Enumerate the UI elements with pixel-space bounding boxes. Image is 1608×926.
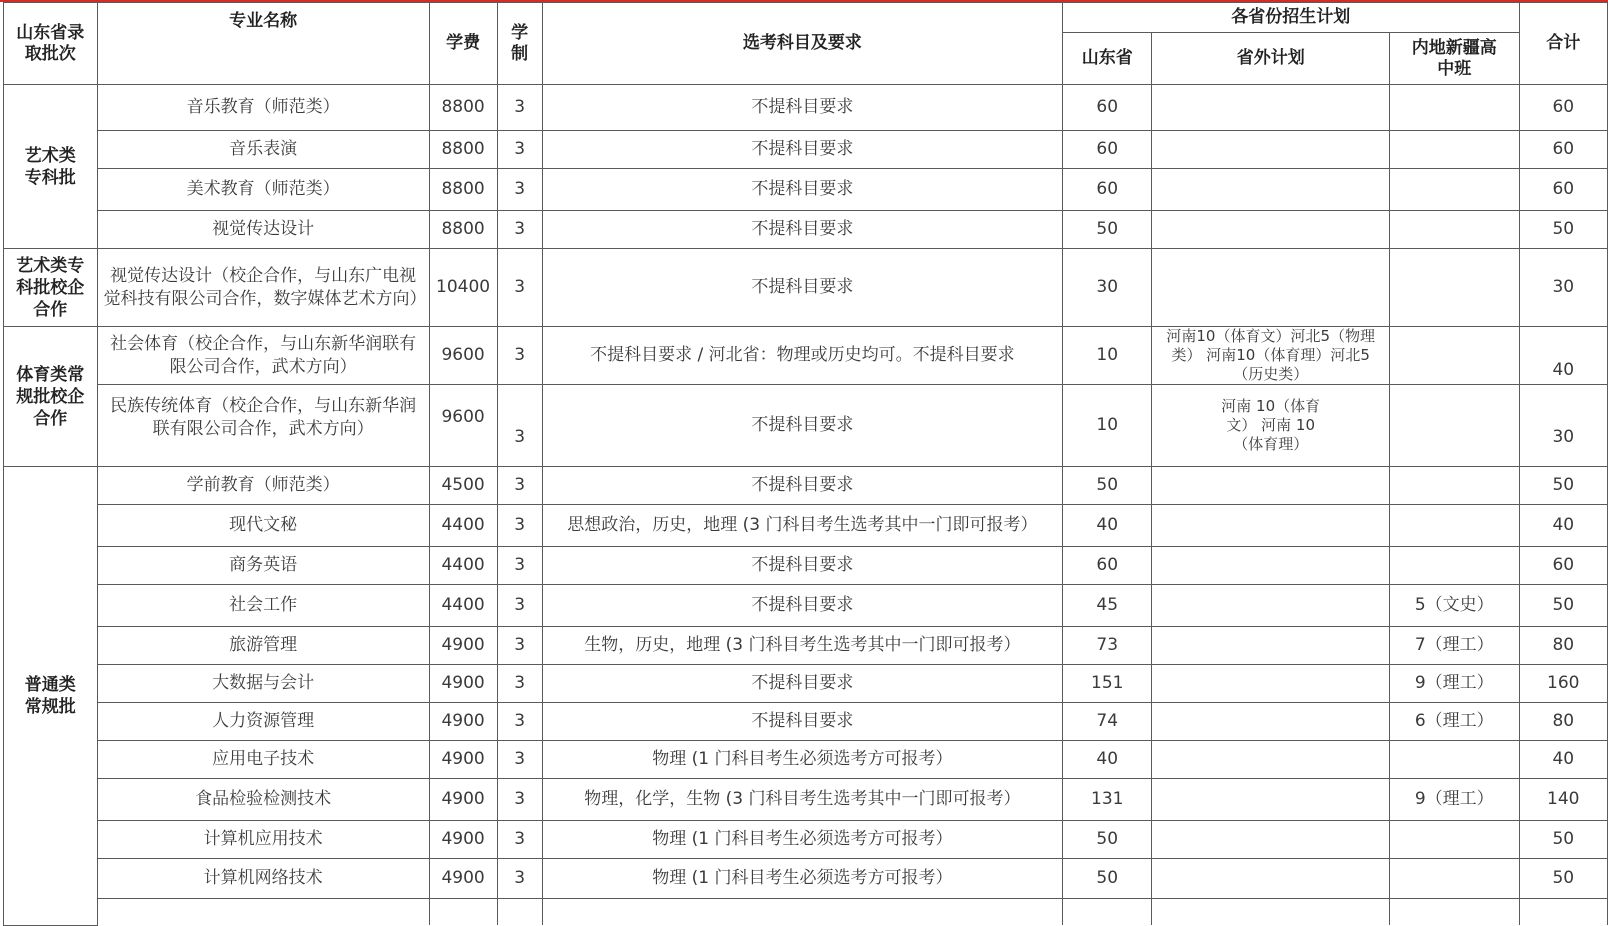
total-cell: 50 bbox=[1519, 585, 1607, 627]
xinjiang-cell bbox=[1389, 85, 1519, 131]
shandong-cell: 60 bbox=[1063, 547, 1152, 585]
years-cell: 3 bbox=[497, 859, 542, 899]
xinjiang-cell: 7（理工） bbox=[1389, 627, 1519, 665]
major-cell: 计算机网络技术 bbox=[97, 859, 429, 899]
total-cell: 50 bbox=[1519, 859, 1607, 899]
major-cell: 计算机应用技术 bbox=[97, 821, 429, 859]
fee-cell: 4900 bbox=[429, 859, 497, 899]
requirement-cell: 不提科目要求 bbox=[542, 211, 1062, 249]
table-row bbox=[4, 585, 1608, 627]
outside-cell bbox=[1152, 211, 1390, 249]
table-row bbox=[4, 131, 1608, 169]
major-cell: 学前教育（师范类） bbox=[97, 467, 429, 505]
major-cell: 现代文秘 bbox=[97, 505, 429, 547]
table-row bbox=[4, 85, 1608, 131]
major-cell: 音乐表演 bbox=[97, 131, 429, 169]
shandong-cell: 10 bbox=[1063, 385, 1152, 467]
requirement-cell: 不提科目要求 / 河北省：物理或历史均可。不提科目要求 bbox=[542, 327, 1062, 385]
table-row bbox=[4, 249, 1608, 327]
outside-cell bbox=[1152, 131, 1390, 169]
xinjiang-cell: 6（理工） bbox=[1389, 703, 1519, 741]
table-row bbox=[4, 821, 1608, 859]
requirement-cell: 生物，历史，地理 (3 门科目考生选考其中一门即可报考） bbox=[542, 627, 1062, 665]
total-cell: 40 bbox=[1519, 327, 1607, 385]
header-xinjiang: 内地新疆高中班 bbox=[1389, 33, 1519, 85]
table-row bbox=[4, 505, 1608, 547]
total-cell: 80 bbox=[1519, 703, 1607, 741]
fee-cell: 8800 bbox=[429, 131, 497, 169]
years-cell: 3 bbox=[497, 627, 542, 665]
shandong-cell: 151 bbox=[1063, 665, 1152, 703]
batch-art-coop: 艺术类专科批校企合作 bbox=[4, 249, 98, 327]
fee-cell: 4900 bbox=[429, 741, 497, 779]
shandong-cell: 60 bbox=[1063, 131, 1152, 169]
fee-cell: 4900 bbox=[429, 703, 497, 741]
major-cell: 商务英语 bbox=[97, 547, 429, 585]
outside-cell bbox=[1152, 821, 1390, 859]
shandong-cell: 10 bbox=[1063, 327, 1152, 385]
xinjiang-cell bbox=[1389, 169, 1519, 211]
shandong-cell: 50 bbox=[1063, 859, 1152, 899]
major-cell: 视觉传达设计 bbox=[97, 211, 429, 249]
major-cell: 大数据与会计 bbox=[97, 665, 429, 703]
major-cell: 民族传统体育（校企合作，与山东新华润联有限公司合作，武术方向） bbox=[97, 385, 429, 467]
table-row bbox=[4, 703, 1608, 741]
years-cell: 3 bbox=[497, 741, 542, 779]
years-cell: 3 bbox=[497, 169, 542, 211]
outside-cell bbox=[1152, 703, 1390, 741]
years-cell: 3 bbox=[497, 505, 542, 547]
table-row bbox=[4, 665, 1608, 703]
xinjiang-cell bbox=[1389, 327, 1519, 385]
header-shandong: 山东省 bbox=[1063, 33, 1152, 85]
total-cell: 30 bbox=[1519, 385, 1607, 467]
years-cell: 3 bbox=[497, 585, 542, 627]
table-row bbox=[4, 467, 1608, 505]
fee-cell: 4500 bbox=[429, 467, 497, 505]
total-cell: 60 bbox=[1519, 169, 1607, 211]
requirement-cell: 不提科目要求 bbox=[542, 85, 1062, 131]
xinjiang-cell bbox=[1389, 385, 1519, 467]
shandong-cell: 50 bbox=[1063, 467, 1152, 505]
fee-cell: 4400 bbox=[429, 547, 497, 585]
header-outside: 省外计划 bbox=[1152, 33, 1390, 85]
xinjiang-cell: 5（文史） bbox=[1389, 585, 1519, 627]
major-cell: 美术教育（师范类） bbox=[97, 169, 429, 211]
xinjiang-cell bbox=[1389, 859, 1519, 899]
outside-cell bbox=[1152, 467, 1390, 505]
total-cell: 50 bbox=[1519, 821, 1607, 859]
fee-cell: 4900 bbox=[429, 779, 497, 821]
outside-cell bbox=[1152, 585, 1390, 627]
xinjiang-cell bbox=[1389, 467, 1519, 505]
major-cell: 音乐教育（师范类） bbox=[97, 85, 429, 131]
batch-general: 普通类常规批 bbox=[4, 467, 98, 926]
outside-cell bbox=[1152, 741, 1390, 779]
total-cell: 80 bbox=[1519, 627, 1607, 665]
batch-sports: 体育类常规批校企合作 bbox=[4, 327, 98, 467]
shandong-cell: 30 bbox=[1063, 249, 1152, 327]
years-cell: 3 bbox=[497, 385, 542, 467]
table-row bbox=[4, 741, 1608, 779]
requirement-cell: 物理，化学，生物 (3 门科目考生选考其中一门即可报考） bbox=[542, 779, 1062, 821]
table-row bbox=[4, 627, 1608, 665]
major-cell: 视觉传达设计（校企合作，与山东广电视觉科技有限公司合作，数字媒体艺术方向） bbox=[97, 249, 429, 327]
header-plan-group: 各省份招生计划 bbox=[1063, 3, 1520, 33]
major-cell: 社会工作 bbox=[97, 585, 429, 627]
years-cell: 3 bbox=[497, 249, 542, 327]
header-subjects: 选考科目及要求 bbox=[542, 3, 1062, 85]
total-cell: 60 bbox=[1519, 547, 1607, 585]
xinjiang-cell bbox=[1389, 505, 1519, 547]
shandong-cell: 60 bbox=[1063, 85, 1152, 131]
total-cell: 60 bbox=[1519, 131, 1607, 169]
total-cell: 50 bbox=[1519, 211, 1607, 249]
requirement-cell: 不提科目要求 bbox=[542, 585, 1062, 627]
header-batch: 山东省录取批次 bbox=[4, 3, 98, 85]
fee-cell: 9600 bbox=[429, 385, 497, 467]
table-row-clipped bbox=[4, 899, 1608, 926]
outside-cell: 河南 10（体育文） 河南 10（体育理） bbox=[1152, 385, 1390, 467]
table-row bbox=[4, 779, 1608, 821]
xinjiang-cell: 9（理工） bbox=[1389, 779, 1519, 821]
admission-plan-table bbox=[3, 2, 1608, 926]
header-fee: 学费 bbox=[429, 3, 497, 85]
xinjiang-cell bbox=[1389, 131, 1519, 169]
major-cell: 旅游管理 bbox=[97, 627, 429, 665]
shandong-cell: 131 bbox=[1063, 779, 1152, 821]
outside-cell bbox=[1152, 85, 1390, 131]
major-cell: 应用电子技术 bbox=[97, 741, 429, 779]
fee-cell: 4900 bbox=[429, 665, 497, 703]
table-row bbox=[4, 385, 1608, 467]
xinjiang-cell: 9（理工） bbox=[1389, 665, 1519, 703]
xinjiang-cell bbox=[1389, 741, 1519, 779]
requirement-cell: 不提科目要求 bbox=[542, 467, 1062, 505]
years-cell: 3 bbox=[497, 547, 542, 585]
requirement-cell: 不提科目要求 bbox=[542, 385, 1062, 467]
requirement-cell: 不提科目要求 bbox=[542, 703, 1062, 741]
major-cell: 人力资源管理 bbox=[97, 703, 429, 741]
table-row bbox=[4, 211, 1608, 249]
outside-cell bbox=[1152, 249, 1390, 327]
major-cell: 食品检验检测技术 bbox=[97, 779, 429, 821]
requirement-cell: 不提科目要求 bbox=[542, 131, 1062, 169]
outside-cell bbox=[1152, 859, 1390, 899]
years-cell: 3 bbox=[497, 131, 542, 169]
outside-cell bbox=[1152, 627, 1390, 665]
xinjiang-cell bbox=[1389, 547, 1519, 585]
years-cell: 3 bbox=[497, 85, 542, 131]
requirement-cell: 物理 (1 门科目考生必须选考方可报考） bbox=[542, 741, 1062, 779]
total-cell: 50 bbox=[1519, 467, 1607, 505]
years-cell: 3 bbox=[497, 211, 542, 249]
years-cell: 3 bbox=[497, 327, 542, 385]
requirement-cell: 不提科目要求 bbox=[542, 169, 1062, 211]
total-cell: 30 bbox=[1519, 249, 1607, 327]
major-cell: 社会体育（校企合作，与山东新华润联有限公司合作，武术方向） bbox=[97, 327, 429, 385]
years-cell: 3 bbox=[497, 779, 542, 821]
shandong-cell: 73 bbox=[1063, 627, 1152, 665]
years-cell: 3 bbox=[497, 821, 542, 859]
requirement-cell: 物理 (1 门科目考生必须选考方可报考） bbox=[542, 821, 1062, 859]
outside-cell: 河南10（体育文）河北5（物理类） 河南10（体育理）河北5（历史类） bbox=[1152, 327, 1390, 385]
shandong-cell: 50 bbox=[1063, 821, 1152, 859]
total-cell: 60 bbox=[1519, 85, 1607, 131]
fee-cell: 4400 bbox=[429, 585, 497, 627]
total-cell: 160 bbox=[1519, 665, 1607, 703]
requirement-cell: 不提科目要求 bbox=[542, 665, 1062, 703]
shandong-cell: 45 bbox=[1063, 585, 1152, 627]
fee-cell: 8800 bbox=[429, 211, 497, 249]
outside-cell bbox=[1152, 547, 1390, 585]
outside-cell bbox=[1152, 665, 1390, 703]
table-row bbox=[4, 327, 1608, 385]
fee-cell: 4400 bbox=[429, 505, 497, 547]
shandong-cell: 50 bbox=[1063, 211, 1152, 249]
total-cell: 40 bbox=[1519, 741, 1607, 779]
total-cell: 140 bbox=[1519, 779, 1607, 821]
years-cell: 3 bbox=[497, 703, 542, 741]
fee-cell: 8800 bbox=[429, 169, 497, 211]
requirement-cell: 思想政治，历史，地理 (3 门科目考生选考其中一门即可报考） bbox=[542, 505, 1062, 547]
xinjiang-cell bbox=[1389, 211, 1519, 249]
total-cell: 40 bbox=[1519, 505, 1607, 547]
shandong-cell: 60 bbox=[1063, 169, 1152, 211]
header-total: 合计 bbox=[1519, 3, 1607, 85]
fee-cell: 10400 bbox=[429, 249, 497, 327]
years-cell: 3 bbox=[497, 467, 542, 505]
xinjiang-cell bbox=[1389, 821, 1519, 859]
fee-cell: 9600 bbox=[429, 327, 497, 385]
xinjiang-cell bbox=[1389, 249, 1519, 327]
shandong-cell: 40 bbox=[1063, 741, 1152, 779]
shandong-cell: 74 bbox=[1063, 703, 1152, 741]
requirement-cell: 物理 (1 门科目考生必须选考方可报考） bbox=[542, 859, 1062, 899]
requirement-cell: 不提科目要求 bbox=[542, 249, 1062, 327]
shandong-cell: 40 bbox=[1063, 505, 1152, 547]
years-cell: 3 bbox=[497, 665, 542, 703]
header-major: 专业名称 bbox=[97, 3, 429, 85]
table-row bbox=[4, 859, 1608, 899]
outside-cell bbox=[1152, 169, 1390, 211]
outside-cell bbox=[1152, 505, 1390, 547]
fee-cell: 8800 bbox=[429, 85, 497, 131]
outside-cell bbox=[1152, 779, 1390, 821]
fee-cell: 4900 bbox=[429, 821, 497, 859]
batch-art: 艺术类专科批 bbox=[4, 85, 98, 249]
table-row bbox=[4, 547, 1608, 585]
table-row bbox=[4, 169, 1608, 211]
header-years: 学制 bbox=[497, 3, 542, 85]
fee-cell: 4900 bbox=[429, 627, 497, 665]
requirement-cell: 不提科目要求 bbox=[542, 547, 1062, 585]
